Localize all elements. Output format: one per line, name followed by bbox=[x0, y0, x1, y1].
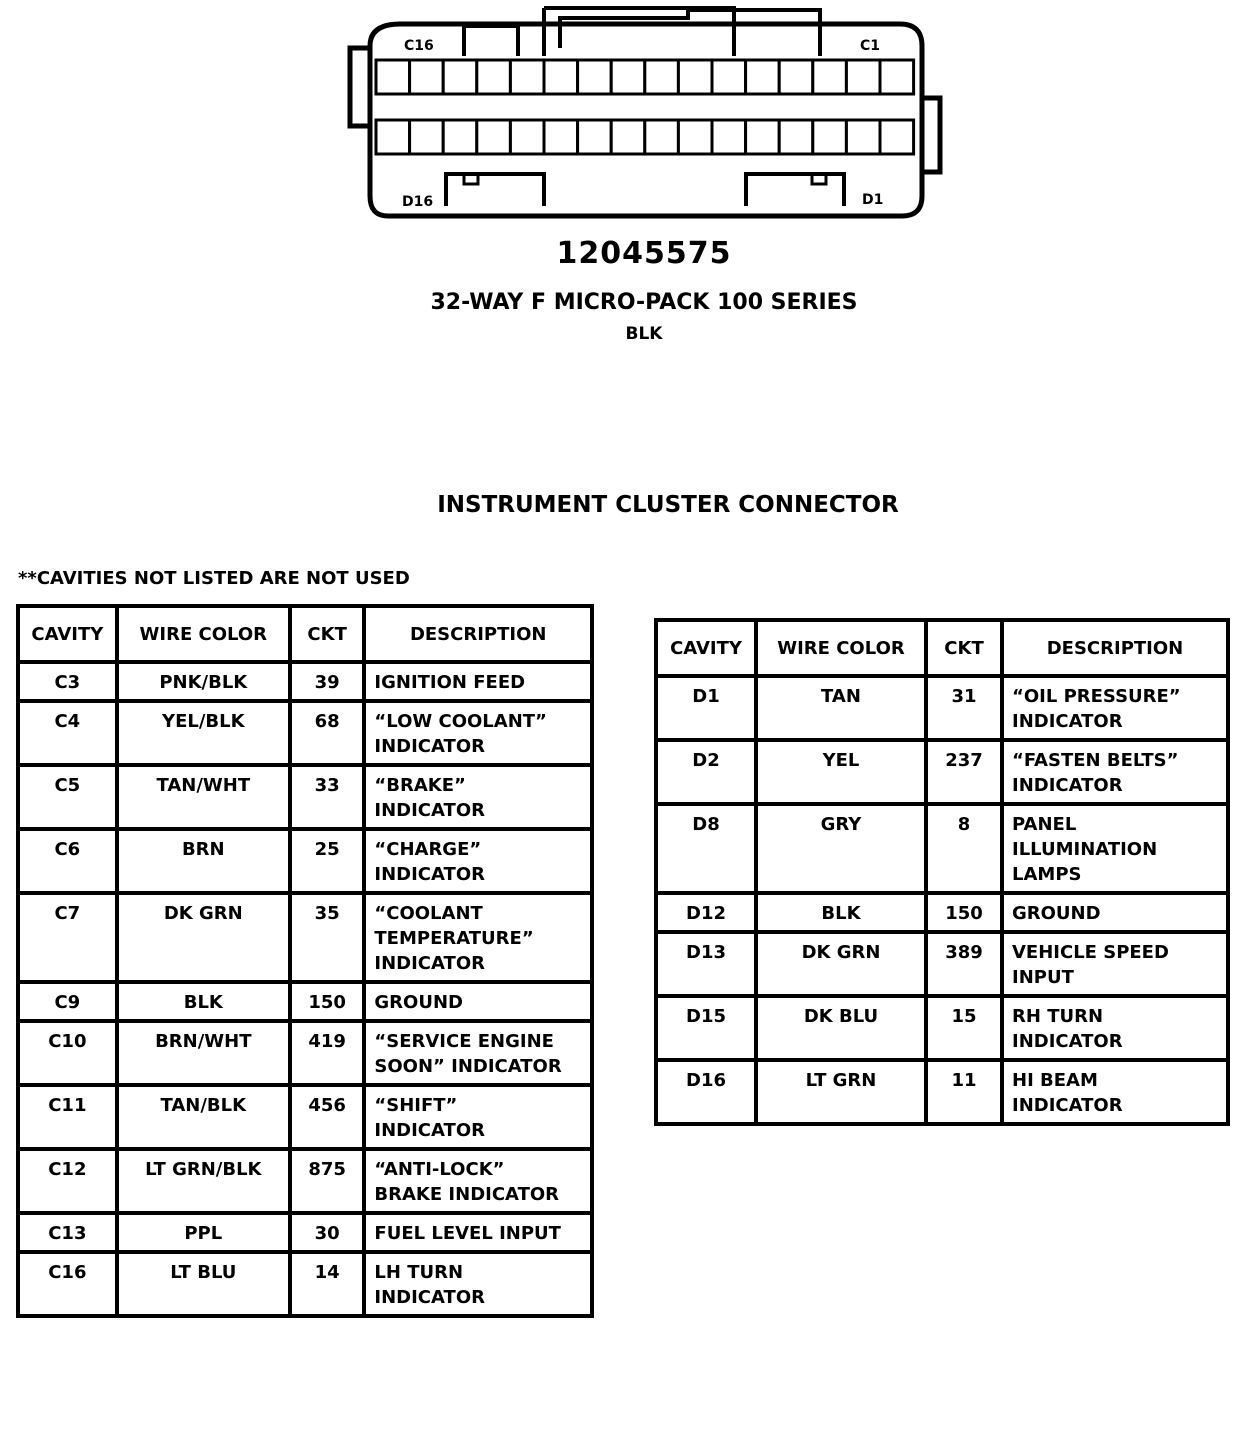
ckt-cell: 150 bbox=[290, 982, 365, 1021]
description-cell bbox=[1002, 804, 1228, 893]
description-line: LAMPS bbox=[1012, 864, 1082, 885]
cavity-cell: C16 bbox=[18, 1252, 117, 1316]
description-line: INDICATOR bbox=[374, 953, 485, 974]
table-row bbox=[18, 1021, 592, 1085]
part-number: 12045575 bbox=[556, 236, 732, 271]
d-cavity-11 bbox=[544, 120, 578, 154]
cavity-cell: C9 bbox=[18, 982, 117, 1021]
table-header-row bbox=[18, 606, 592, 662]
c-cavity-9 bbox=[611, 60, 645, 94]
description-cell bbox=[364, 982, 592, 1021]
table-row bbox=[18, 829, 592, 893]
ckt-cell: 68 bbox=[290, 701, 365, 765]
description-line: INDICATOR bbox=[374, 864, 485, 885]
table-row bbox=[18, 765, 592, 829]
description-line: “SERVICE ENGINE bbox=[374, 1031, 554, 1052]
wire-color-cell: TAN bbox=[756, 676, 926, 740]
description-line: GROUND bbox=[374, 992, 463, 1013]
d-cavity-14 bbox=[443, 120, 477, 154]
wire-color-cell: LT BLU bbox=[117, 1252, 290, 1316]
ckt-cell: 150 bbox=[926, 893, 1002, 932]
d-cavity-2 bbox=[846, 120, 880, 154]
table-row bbox=[18, 1252, 592, 1316]
wire-color-cell: BRN bbox=[117, 829, 290, 893]
connector-left-tab bbox=[350, 48, 370, 126]
page-title: INSTRUMENT CLUSTER CONNECTOR bbox=[437, 492, 899, 518]
table-row bbox=[18, 1149, 592, 1213]
cavity-cell: C5 bbox=[18, 765, 117, 829]
label-d1: D1 bbox=[862, 192, 884, 208]
description-line: INDICATOR bbox=[374, 1120, 485, 1141]
description-cell bbox=[1002, 996, 1228, 1060]
table-row bbox=[18, 893, 592, 982]
ckt-cell: 25 bbox=[290, 829, 365, 893]
description-line: “CHARGE” bbox=[374, 839, 482, 860]
wire-color-cell: BLK bbox=[756, 893, 926, 932]
wire-color-cell: BLK bbox=[117, 982, 290, 1021]
description-line: “OIL PRESSURE” bbox=[1012, 686, 1181, 707]
description-line: TEMPERATURE” bbox=[374, 928, 534, 949]
table-row bbox=[18, 982, 592, 1021]
header-description: DESCRIPTION bbox=[364, 606, 592, 662]
description-line: PANEL bbox=[1012, 814, 1077, 835]
table-row bbox=[656, 1060, 1228, 1124]
description-cell bbox=[1002, 676, 1228, 740]
description-line: “ANTI-LOCK” bbox=[374, 1159, 505, 1180]
wire-color-cell: YEL/BLK bbox=[117, 701, 290, 765]
description-cell bbox=[364, 1085, 592, 1149]
description-line: INDICATOR bbox=[1012, 775, 1123, 796]
d-cavity-12 bbox=[510, 120, 544, 154]
d-cavity-3 bbox=[813, 120, 847, 154]
description-line: LH TURN bbox=[374, 1262, 464, 1283]
d-cavity-5 bbox=[746, 120, 780, 154]
description-line: INDICATOR bbox=[1012, 711, 1123, 732]
c-cavity-16 bbox=[376, 60, 410, 94]
cavity-cell: C13 bbox=[18, 1213, 117, 1252]
connector-series: 32-WAY F MICRO-PACK 100 SERIES bbox=[430, 290, 858, 315]
d-cavity-8 bbox=[645, 120, 679, 154]
description-cell bbox=[1002, 740, 1228, 804]
cavity-cell: C4 bbox=[18, 701, 117, 765]
description-line: RH TURN bbox=[1012, 1006, 1104, 1027]
d-cavity-4 bbox=[779, 120, 813, 154]
table-row bbox=[656, 676, 1228, 740]
description-line: INDICATOR bbox=[374, 736, 485, 757]
cavity-cell: C6 bbox=[18, 829, 117, 893]
wire-color-cell: TAN/BLK bbox=[117, 1085, 290, 1149]
d-cavity-9 bbox=[611, 120, 645, 154]
d-cavity-7 bbox=[678, 120, 712, 154]
description-cell bbox=[1002, 893, 1228, 932]
c-cavity-6 bbox=[712, 60, 746, 94]
c-cavity-12 bbox=[510, 60, 544, 94]
cavity-cell: D13 bbox=[656, 932, 756, 996]
cavity-cell: D2 bbox=[656, 740, 756, 804]
wire-color-cell: LT GRN/BLK bbox=[117, 1149, 290, 1213]
cavity-cell: D15 bbox=[656, 996, 756, 1060]
c-cavity-10 bbox=[578, 60, 612, 94]
ckt-cell: 419 bbox=[290, 1021, 365, 1085]
c-cavity-14 bbox=[443, 60, 477, 94]
c-cavity-8 bbox=[645, 60, 679, 94]
description-line: “BRAKE” bbox=[374, 775, 466, 796]
description-cell bbox=[364, 1021, 592, 1085]
wire-color-cell: PNK/BLK bbox=[117, 662, 290, 701]
description-line: INPUT bbox=[1012, 967, 1074, 988]
table-row bbox=[18, 1085, 592, 1149]
description-cell bbox=[364, 701, 592, 765]
description-cell bbox=[364, 893, 592, 982]
description-line: “SHIFT” bbox=[374, 1095, 458, 1116]
d-cavity-13 bbox=[477, 120, 511, 154]
header-ckt: CKT bbox=[926, 620, 1002, 676]
label-c1: C1 bbox=[860, 38, 881, 54]
wire-color-cell: DK GRN bbox=[117, 893, 290, 982]
c-cavity-2 bbox=[846, 60, 880, 94]
description-line: “LOW COOLANT” bbox=[374, 711, 547, 732]
header-description: DESCRIPTION bbox=[1002, 620, 1228, 676]
c-cavity-4 bbox=[779, 60, 813, 94]
connector-color: BLK bbox=[625, 324, 663, 344]
description-line: VEHICLE SPEED bbox=[1012, 942, 1169, 963]
ckt-cell: 237 bbox=[926, 740, 1002, 804]
d-cavity-10 bbox=[578, 120, 612, 154]
d-cavity-1 bbox=[880, 120, 914, 154]
ckt-cell: 456 bbox=[290, 1085, 365, 1149]
d-cavity-15 bbox=[410, 120, 444, 154]
label-c16: C16 bbox=[404, 38, 434, 54]
c-cavity-7 bbox=[678, 60, 712, 94]
header-wire-color: WIRE COLOR bbox=[117, 606, 290, 662]
ckt-cell: 389 bbox=[926, 932, 1002, 996]
description-cell bbox=[364, 1149, 592, 1213]
description-line: HI BEAM bbox=[1012, 1070, 1098, 1091]
description-line: INDICATOR bbox=[1012, 1031, 1123, 1052]
wire-color-cell: GRY bbox=[756, 804, 926, 893]
cavity-table-c bbox=[16, 604, 594, 1318]
wire-color-cell: DK GRN bbox=[756, 932, 926, 996]
cavity-cell: C11 bbox=[18, 1085, 117, 1149]
description-line: BRAKE INDICATOR bbox=[374, 1184, 560, 1205]
header-cavity: CAVITY bbox=[18, 606, 117, 662]
table-row bbox=[656, 893, 1228, 932]
c-cavity-11 bbox=[544, 60, 578, 94]
c-cavity-5 bbox=[746, 60, 780, 94]
description-cell bbox=[1002, 1060, 1228, 1124]
description-cell bbox=[364, 1213, 592, 1252]
description-cell bbox=[364, 1252, 592, 1316]
wire-color-cell: BRN/WHT bbox=[117, 1021, 290, 1085]
table-row bbox=[656, 996, 1228, 1060]
label-d16: D16 bbox=[402, 194, 434, 210]
c-cavity-1 bbox=[880, 60, 914, 94]
wire-color-cell: PPL bbox=[117, 1213, 290, 1252]
cavity-cell: C10 bbox=[18, 1021, 117, 1085]
description-line: GROUND bbox=[1012, 903, 1101, 924]
ckt-cell: 875 bbox=[290, 1149, 365, 1213]
description-line: INDICATOR bbox=[1012, 1095, 1123, 1116]
description-line: “FASTEN BELTS” bbox=[1012, 750, 1179, 771]
description-cell bbox=[364, 765, 592, 829]
description-cell bbox=[364, 829, 592, 893]
table-row bbox=[18, 701, 592, 765]
description-cell bbox=[364, 662, 592, 701]
c-cavity-13 bbox=[477, 60, 511, 94]
ckt-cell: 39 bbox=[290, 662, 365, 701]
cavity-cell: D1 bbox=[656, 676, 756, 740]
cavity-cell: C3 bbox=[18, 662, 117, 701]
cavity-cell: C7 bbox=[18, 893, 117, 982]
description-cell bbox=[1002, 932, 1228, 996]
cavity-table-d bbox=[654, 618, 1230, 1126]
description-line: INDICATOR bbox=[374, 1287, 485, 1308]
description-line: FUEL LEVEL INPUT bbox=[374, 1223, 561, 1244]
header-ckt: CKT bbox=[290, 606, 365, 662]
table-row bbox=[656, 804, 1228, 893]
d-cavity-6 bbox=[712, 120, 746, 154]
ckt-cell: 33 bbox=[290, 765, 365, 829]
table-header-row bbox=[656, 620, 1228, 676]
ckt-cell: 11 bbox=[926, 1060, 1002, 1124]
header-wire-color: WIRE COLOR bbox=[756, 620, 926, 676]
unused-cavities-note: **CAVITIES NOT LISTED ARE NOT USED bbox=[18, 568, 410, 589]
table-row bbox=[18, 1213, 592, 1252]
cavity-cell: D8 bbox=[656, 804, 756, 893]
pin-row-d bbox=[376, 120, 914, 154]
cavity-cell: C12 bbox=[18, 1149, 117, 1213]
d-cavity-16 bbox=[376, 120, 410, 154]
description-line: “COOLANT bbox=[374, 903, 483, 924]
header-cavity: CAVITY bbox=[656, 620, 756, 676]
wire-color-cell: DK BLU bbox=[756, 996, 926, 1060]
wire-color-cell: TAN/WHT bbox=[117, 765, 290, 829]
wire-color-cell: YEL bbox=[756, 740, 926, 804]
pin-row-c bbox=[376, 60, 914, 94]
ckt-cell: 31 bbox=[926, 676, 1002, 740]
c-cavity-3 bbox=[813, 60, 847, 94]
ckt-cell: 35 bbox=[290, 893, 365, 982]
connector-face-diagram bbox=[0, 0, 1248, 240]
description-line: IGNITION FEED bbox=[374, 672, 526, 693]
ckt-cell: 14 bbox=[290, 1252, 365, 1316]
wire-color-cell: LT GRN bbox=[756, 1060, 926, 1124]
description-line: INDICATOR bbox=[374, 800, 485, 821]
description-line: SOON” INDICATOR bbox=[374, 1056, 562, 1077]
table-row bbox=[656, 740, 1228, 804]
connector-right-tab bbox=[922, 98, 940, 172]
cavity-cell: D16 bbox=[656, 1060, 756, 1124]
ckt-cell: 15 bbox=[926, 996, 1002, 1060]
ckt-cell: 8 bbox=[926, 804, 1002, 893]
table-row bbox=[656, 932, 1228, 996]
c-cavity-15 bbox=[410, 60, 444, 94]
description-line: ILLUMINATION bbox=[1012, 839, 1158, 860]
ckt-cell: 30 bbox=[290, 1213, 365, 1252]
cavity-cell: D12 bbox=[656, 893, 756, 932]
table-row bbox=[18, 662, 592, 701]
